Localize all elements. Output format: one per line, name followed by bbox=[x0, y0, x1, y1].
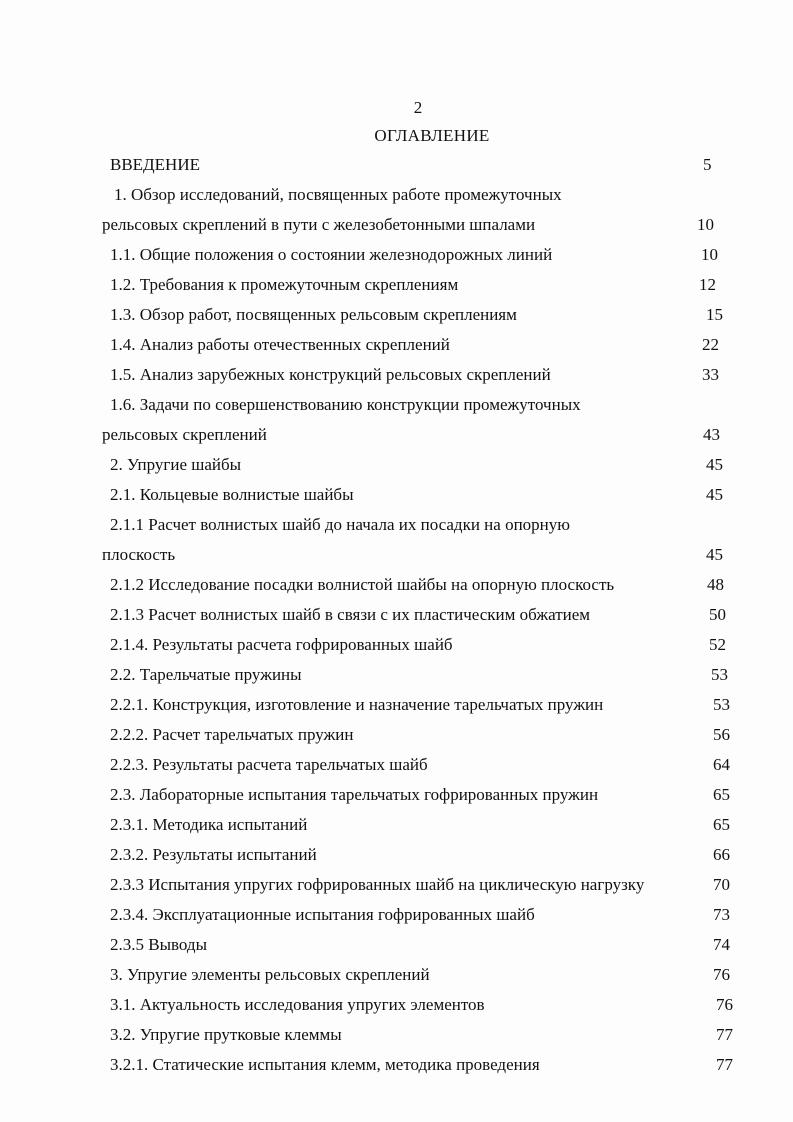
toc-entry-text: 1. Обзор исследований, посвященных работе промежуточных bbox=[114, 185, 562, 204]
toc-entry-page: 50 bbox=[709, 605, 726, 624]
toc-entry-page: 53 bbox=[713, 695, 730, 714]
toc-entry-text: 2.2.3. Результаты расчета тарельчатых шайб bbox=[110, 755, 428, 774]
toc-entry-text: рельсовых скреплений bbox=[102, 425, 267, 444]
toc-title: ОГЛАВЛЕНИЕ bbox=[374, 126, 490, 145]
toc-entry-page: 45 bbox=[706, 455, 723, 474]
toc-entry-text: 3. Упругие элементы рельсовых скреплений bbox=[110, 965, 430, 984]
toc-entry-text: 2.3.2. Результаты испытаний bbox=[110, 845, 317, 864]
toc-entry-page: 5 bbox=[703, 155, 712, 174]
toc-entry-page: 22 bbox=[702, 335, 719, 354]
toc-entry-text: 2.2.2. Расчет тарельчатых пружин bbox=[110, 725, 354, 744]
toc-entry-page: 56 bbox=[713, 725, 730, 744]
toc-entry-page: 53 bbox=[711, 665, 728, 684]
toc-entry-text: 1.2. Требования к промежуточным скреплениям bbox=[110, 275, 459, 294]
toc-entry-page: 76 bbox=[713, 965, 730, 984]
toc-entry-text: 2.3. Лабораторные испытания тарельчатых гофрированных пружин bbox=[110, 785, 599, 804]
toc-entry-text: 2.3.1. Методика испытаний bbox=[110, 815, 308, 834]
toc-entry-page: 10 bbox=[697, 215, 714, 234]
toc-entry-text: 1.6. Задачи по совершенствованию конструкции промежуточных bbox=[110, 395, 581, 414]
toc-entry-text: 1.4. Анализ работы отечественных скреплений bbox=[110, 335, 450, 354]
toc-entry-page: 65 bbox=[713, 815, 730, 834]
toc-entry-page: 48 bbox=[707, 575, 724, 594]
toc-entry-text: 2.2. Тарельчатые пружины bbox=[110, 665, 302, 684]
toc-entry-text: рельсовых скреплений в пути с железобетонными шпалами bbox=[102, 215, 536, 234]
toc-entry-text: 2.1.3 Расчет волнистых шайб в связи с их пластическим обжатием bbox=[110, 605, 591, 624]
toc-entry-page: 66 bbox=[713, 845, 730, 864]
toc-entry-text: 1.3. Обзор работ, посвященных рельсовым скреплениям bbox=[110, 305, 517, 324]
toc-entry-page: 45 bbox=[706, 485, 723, 504]
toc-entry-page: 10 bbox=[701, 245, 718, 264]
toc-entry-text: 2.1. Кольцевые волнистые шайбы bbox=[110, 485, 354, 504]
toc-entry-text: 2.3.5 Выводы bbox=[110, 935, 208, 954]
page-number: 2 bbox=[413, 98, 423, 117]
toc-entry-page: 52 bbox=[709, 635, 726, 654]
toc-entry-page: 33 bbox=[702, 365, 719, 384]
toc-entry-text: 2.3.3 Испытания упругих гофрированных шайб на циклическую нагрузку bbox=[110, 875, 645, 894]
toc-entry-text: 2.1.4. Результаты расчета гофрированных шайб bbox=[110, 635, 453, 654]
toc-entry-page: 12 bbox=[699, 275, 716, 294]
toc-entry-text: 3.2. Упругие прутковые клеммы bbox=[110, 1025, 342, 1044]
toc-entry-text: 1.1. Общие положения о состоянии железнодорожных линий bbox=[110, 245, 553, 264]
toc-entry-page: 76 bbox=[716, 995, 733, 1014]
toc-entry-page: 65 bbox=[713, 785, 730, 804]
toc-entry-page: 77 bbox=[716, 1055, 733, 1074]
toc-entry-text: 2.1.1 Расчет волнистых шайб до начала их посадки на опорную bbox=[110, 515, 570, 534]
toc-entry-page: 15 bbox=[706, 305, 723, 324]
toc-entry-page: 70 bbox=[713, 875, 730, 894]
toc-entry-page: 73 bbox=[713, 905, 730, 924]
toc-entry-text: 2.3.4. Эксплуатационные испытания гофрированных шайб bbox=[110, 905, 535, 924]
toc-entry-text: ВВЕДЕНИЕ bbox=[110, 155, 200, 174]
toc-entry-text: 2. Упругие шайбы bbox=[110, 455, 242, 474]
toc-entry-text: 1.5. Анализ зарубежных конструкций рельсовых скреплений bbox=[110, 365, 551, 384]
toc-entry-text: 2.1.2 Исследование посадки волнистой шайбы на опорную плоскость bbox=[110, 575, 615, 594]
toc-entry-page: 77 bbox=[716, 1025, 733, 1044]
toc-entry-page: 43 bbox=[703, 425, 720, 444]
toc-entry-text: 3.2.1. Статические испытания клемм, методика проведения bbox=[110, 1055, 540, 1074]
toc-entry-text: плоскость bbox=[102, 545, 176, 564]
toc-entry-page: 45 bbox=[706, 545, 723, 564]
toc-entry-text: 3.1. Актуальность исследования упругих элементов bbox=[110, 995, 485, 1014]
toc-entry-page: 74 bbox=[713, 935, 730, 954]
toc-entry-text: 2.2.1. Конструкция, изготовление и назначение тарельчатых пружин bbox=[110, 695, 604, 714]
toc-entry-page: 64 bbox=[713, 755, 730, 774]
